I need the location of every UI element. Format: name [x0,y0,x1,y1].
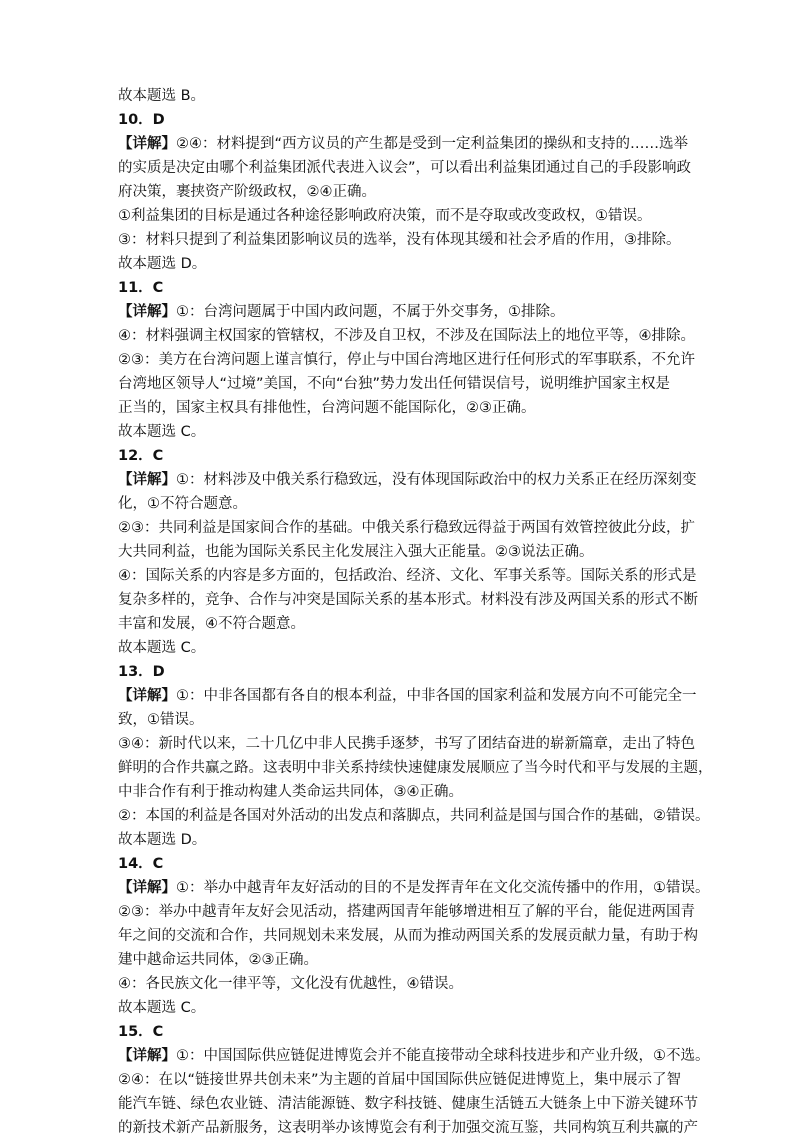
detail-tag: 【详解】 [118,880,176,896]
q11-detail-line: ④：材料强调主权国家的管辖权，不涉及自卫权，不涉及在国际法上的地位平等，④排除。 [118,328,695,344]
q15-detail-line: 能汽车链、绿色农业链、清洁能源链、数字科技链、健康生活链五大链条上中下游关键环节 [118,1096,698,1112]
q10-detail-line: ③：材料只提到了利益集团影响议员的选举，没有体现其缓和社会矛盾的作用，③排除。 [118,232,681,248]
detail-tag: 【详解】 [118,688,176,704]
q12-detail-line: 【详解】①：材料涉及中俄关系行稳致远，没有体现国际政治中的权力关系正在经历深刻变 [118,472,697,488]
q12-answer: 12．C [118,448,164,464]
detail-tag: 【详解】 [118,304,176,320]
q11-answer: 11．C [118,280,164,296]
q13-detail-line: 鲜明的合作共赢之路。这表明中非关系持续快速健康发展顺应了当今时代和平与发展的主题， [118,760,713,776]
q15-detail-line: 【详解】①：中国国际供应链促进博览会并不能直接带动全球科技进步和产业升级，①不选。 [118,1048,710,1064]
q12-detail-line: 丰富和发展，④不符合题意。 [118,616,305,632]
q12-detail-line: 复杂多样的，竞争、合作与冲突是国际关系的基本形式。材料没有涉及两国关系的形式不断 [118,592,698,608]
q10-conclusion: 故本题选 D。 [118,256,207,272]
q10-answer: 10．D [118,112,165,128]
q14-conclusion: 故本题选 C。 [118,1000,206,1016]
q14-answer: 14．C [118,856,164,872]
detail-tag: 【详解】 [118,136,176,152]
q13-detail-line: ③④：新时代以来，二十几亿中非人民携手逐梦，书写了团结奋进的崭新篇章，走出了特色 [118,736,695,752]
q14-detail-line: 建中越命运共同体，②③正确。 [118,952,318,968]
q11-detail-line: 台湾地区领导人“过境”美国，不向“台独”势力发出任何错误信号，说明维护国家主权是 [118,376,671,392]
q11-detail-line: ②③：美方在台湾问题上谨言慎行，停止与中国台湾地区进行任何形式的军事联系，不允许 [118,352,695,368]
q15-detail-line: 的新技术新产品新服务，这表明举办该博览会有利于加强交流互鉴，共同构筑互利共赢的产 [118,1120,698,1136]
q14-detail-line: 年之间的交流和合作，共同规划未来发展，从而为推动两国关系的发展贡献力量，有助于构 [118,928,698,944]
detail-tag: 【详解】 [118,472,176,488]
q12-conclusion: 故本题选 C。 [118,640,206,656]
q13-detail-line: 【详解】①：中非各国都有各自的根本利益，中非各国的国家利益和发展方向不可能完全一 [118,688,697,704]
q10-detail-line: ①利益集团的目标是通过各种途径影响政府决策，而不是夺取或改变政权，①错误。 [118,208,652,224]
q13-conclusion: 故本题选 D。 [118,832,207,848]
q12-detail-line: 大共同利益，也能为国际关系民主化发展注入强大正能量。②③说法正确。 [118,544,594,560]
q9-conclusion: 故本题选 B。 [118,88,206,104]
q11-detail-line: 【详解】①：台湾问题属于中国内政问题，不属于外交事务，①排除。 [118,304,565,320]
q13-detail-line: 中非合作有利于推动构建人类命运共同体，③④正确。 [118,784,463,800]
q12-detail-line: 化，①不符合题意。 [118,496,247,512]
detail-tag: 【详解】 [118,1048,176,1064]
q13-detail-line: ②：本国的利益是各国对外活动的出发点和落脚点，共同利益是国与国合作的基础，②错误。 [118,808,710,824]
q13-answer: 13．D [118,664,165,680]
q13-detail-line: 致，①错误。 [118,712,204,728]
q10-detail-line: 【详解】②④：材料提到“西方议员的产生都是受到一定利益集团的操纵和支持的……选举 [118,136,689,152]
q11-conclusion: 故本题选 C。 [118,424,206,440]
q15-detail-line: ②④：在以“链接世界共创未来”为主题的首届中国国际供应链促进博览上，集中展示了智 [118,1072,682,1088]
q14-detail-line: ②③：举办中越青年友好会见活动，搭建两国青年能够增进相互了解的平台，能促进两国青 [118,904,695,920]
q15-answer: 15．C [118,1024,164,1040]
q12-detail-line: ②③：共同利益是国家间合作的基础。中俄关系行稳致远得益于两国有效管控彼此分歧，扩 [118,520,695,536]
q12-detail-line: ④：国际关系的内容是多方面的，包括政治、经济、文化、军事关系等。国际关系的形式是 [118,568,697,584]
q14-detail-line: 【详解】①：举办中越青年友好活动的目的不是发挥青年在文化交流传播中的作用，①错误。 [118,880,710,896]
q11-detail-line: 正当的，国家主权具有排他性，台湾问题不能国际化，②③正确。 [118,400,536,416]
q10-detail-line: 的实质是决定由哪个利益集团派代表进入议会”，可以看出利益集团通过自己的手段影响政 [118,160,692,176]
q10-detail-line: 府决策，裹挟资产阶级政权，②④正确。 [118,184,376,200]
q14-detail-line: ④：各民族文化一律平等，文化没有优越性，④错误。 [118,976,463,992]
